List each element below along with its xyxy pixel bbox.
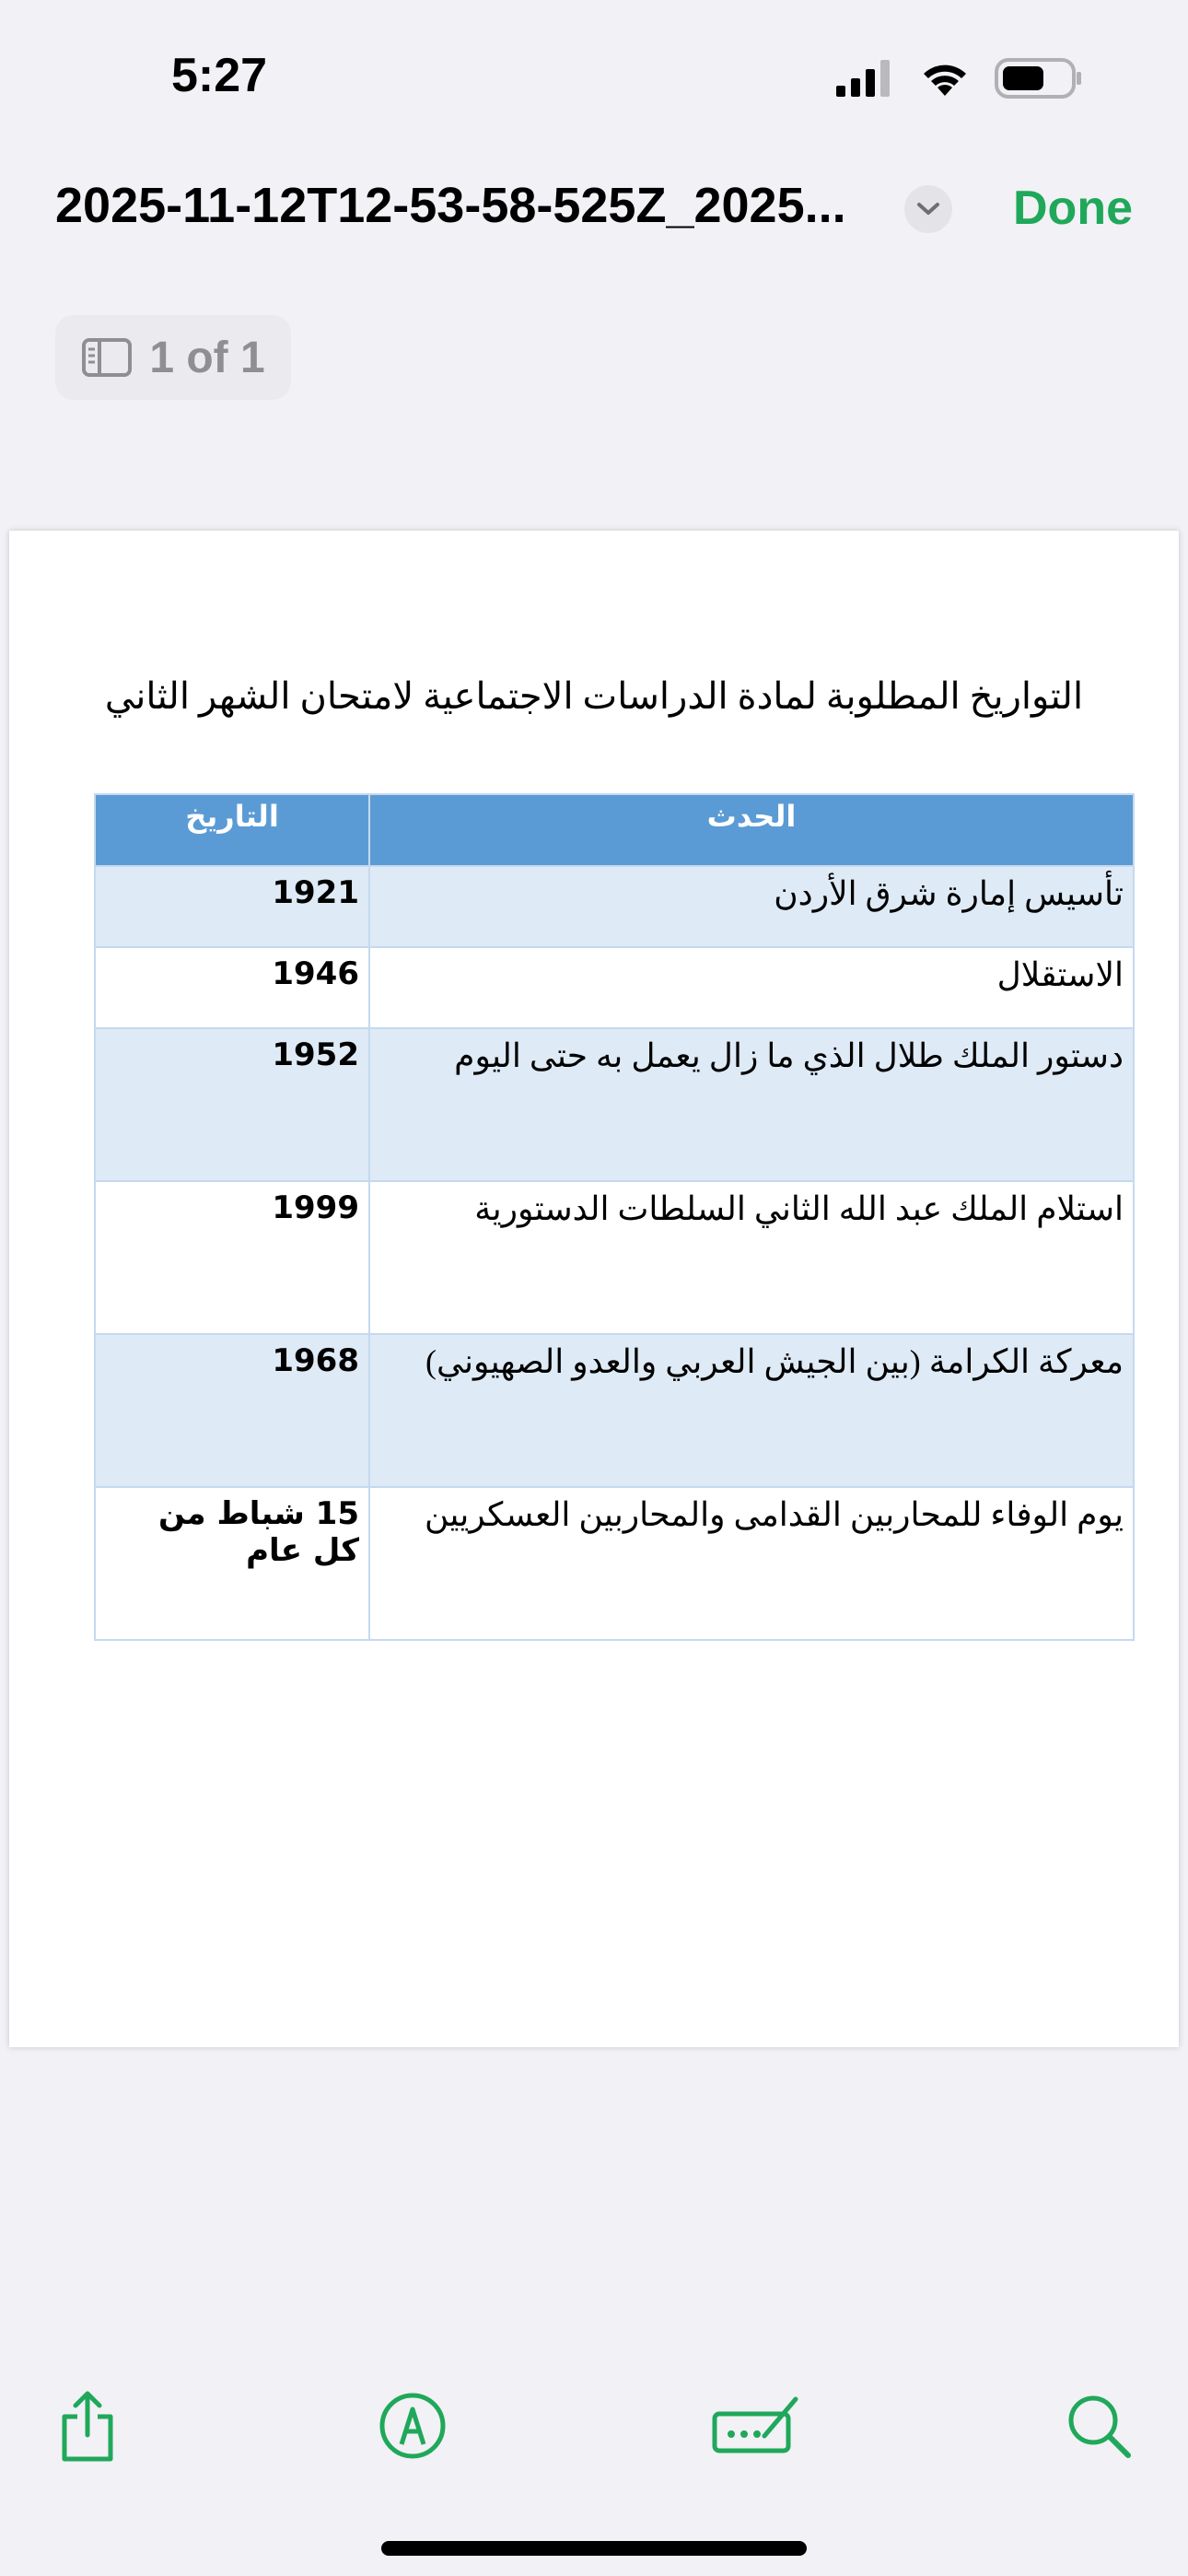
document-heading: التواريخ المطلوبة لمادة الدراسات الاجتماعية لامتحان الشهر الثاني: [104, 675, 1084, 717]
status-icons: [834, 57, 1083, 100]
event-cell: تأسيس إمارة شرق الأردن: [369, 866, 1134, 947]
column-header-event: الحدث: [369, 794, 1134, 866]
chevron-down-icon: [916, 202, 940, 217]
date-cell: 1946: [95, 947, 369, 1028]
page-indicator[interactable]: [55, 315, 291, 400]
table-row: [95, 1487, 1134, 1640]
date-cell: 1999: [95, 1181, 369, 1334]
share-icon: [55, 2389, 120, 2463]
markup-icon: [378, 2391, 448, 2461]
events-table: [94, 793, 1135, 1641]
home-indicator[interactable]: [381, 2541, 807, 2556]
event-cell: يوم الوفاء للمحاربين القدامى والمحاربين العسكريين: [369, 1487, 1134, 1640]
battery-icon: [995, 57, 1083, 100]
table-row: [95, 947, 1134, 1028]
date-cell: 1968: [95, 1334, 369, 1487]
column-header-date: التاريخ: [95, 794, 369, 866]
wifi-icon: [919, 59, 971, 98]
table-row: [95, 866, 1134, 947]
signature-icon: [711, 2394, 803, 2458]
done-button[interactable]: Done: [1013, 181, 1133, 235]
event-cell: معركة الكرامة (بين الجيش العربي والعدو الصهيوني): [369, 1334, 1134, 1487]
date-cell: 15 شباط من كل عام: [95, 1487, 369, 1640]
cellular-signal-icon: [834, 60, 895, 97]
event-cell: دستور الملك طلال الذي ما زال يعمل به حتى اليوم: [369, 1028, 1134, 1181]
table-header-row: [95, 794, 1134, 866]
table-row: [95, 1334, 1134, 1487]
signature-button[interactable]: [709, 2384, 805, 2467]
search-icon: [1064, 2391, 1134, 2461]
date-cell: 1921: [95, 866, 369, 947]
file-title: 2025-11-12T12-53-58-525Z_2025...: [55, 178, 846, 233]
event-cell: الاستقلال: [369, 947, 1134, 1028]
share-button[interactable]: [46, 2384, 129, 2467]
table-row: [95, 1028, 1134, 1181]
title-menu-button[interactable]: [904, 185, 952, 233]
table-row: [95, 1181, 1134, 1334]
markup-button[interactable]: [371, 2384, 454, 2467]
search-button[interactable]: [1057, 2384, 1140, 2467]
document-page: [9, 531, 1179, 2047]
event-cell: استلام الملك عبد الله الثاني السلطات الدستورية: [369, 1181, 1134, 1334]
date-cell: 1952: [95, 1028, 369, 1181]
page-indicator-label: 1 of 1: [149, 333, 265, 382]
sidebar-icon: [81, 337, 133, 378]
status-time: 5:27: [171, 49, 268, 102]
